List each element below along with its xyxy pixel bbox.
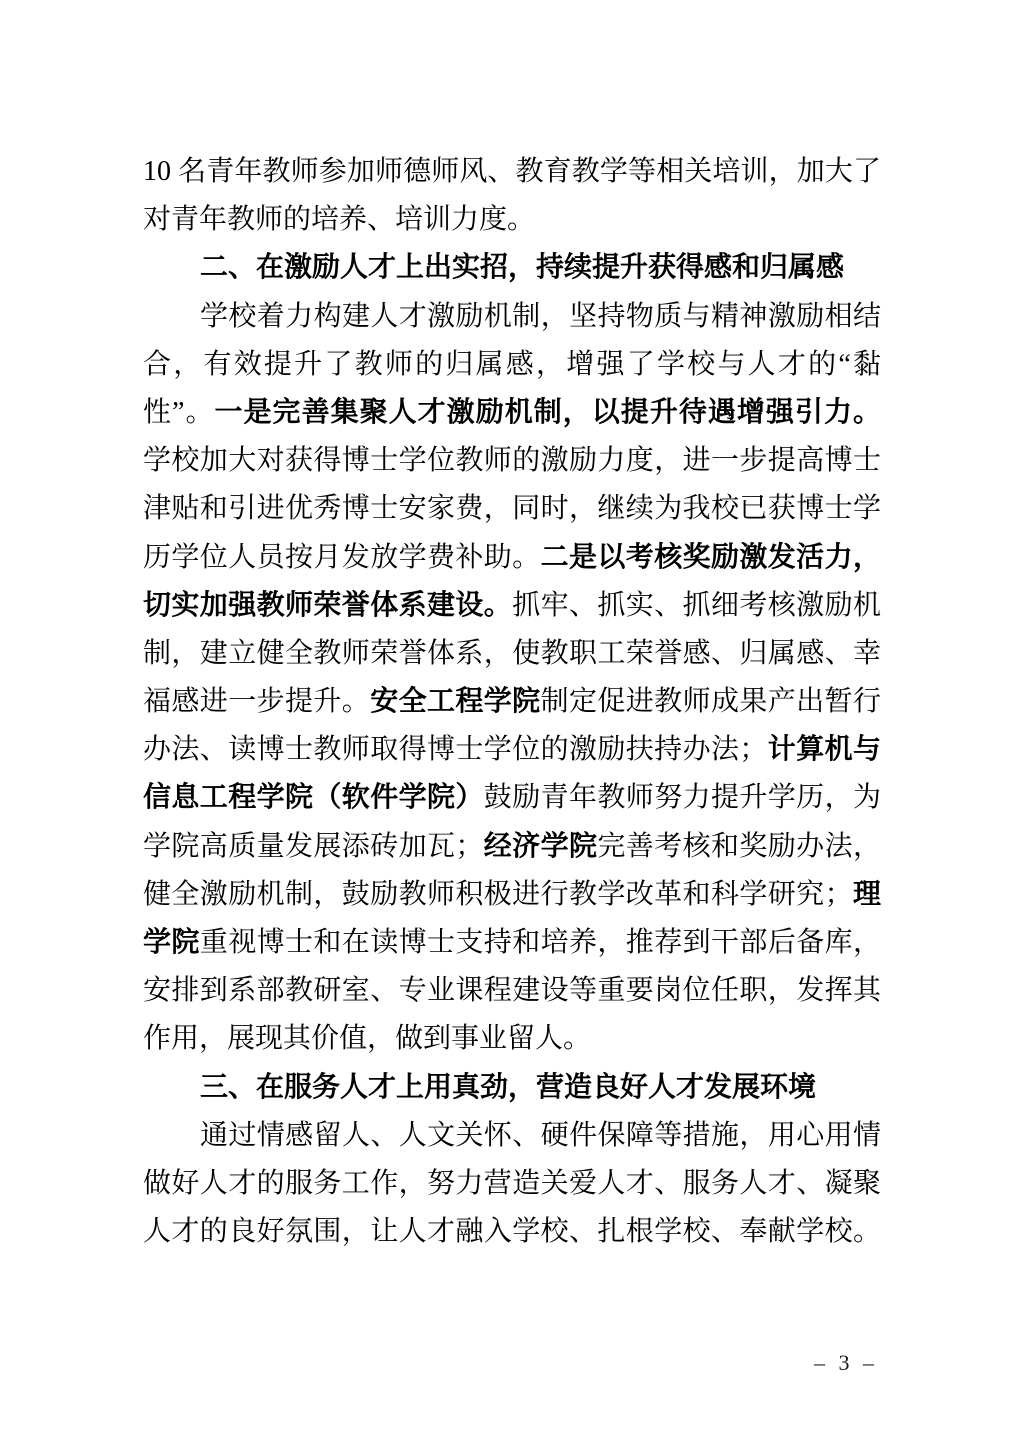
text-line <box>143 1015 881 1063</box>
body-text: 历学位人员按月发放学费补助。 <box>143 541 541 573</box>
body-text: 安排到系部教研室、专业课程建设等重要岗位任职，发挥其 <box>143 975 881 1007</box>
text-line <box>143 1208 881 1256</box>
section-heading <box>143 244 881 292</box>
body-text: 重视博士和在读博士支持和培养，推荐到干部后备库， <box>199 927 881 958</box>
body-text: 健全激励机制，鼓励教师积极进行教学改革和科学研究； <box>143 878 853 910</box>
text-line <box>143 967 881 1015</box>
body-text: 津贴和引进优秀博士安家费，同时，继续为我校已获博士学 <box>143 493 881 525</box>
body-text: 学校着力构建人才激励机制，坚持物质与精神激励相结 <box>200 300 881 332</box>
emphasis-text: 一是完善集聚人才激励机制，以提升待遇增强引力。 <box>214 396 881 428</box>
body-text: 制定促进教师成果产出暂行 <box>540 686 881 718</box>
body-text: 办法、读博士教师取得博士学位的激励扶持办法； <box>143 734 768 766</box>
body-text: 10 名青年教师参加师德师风、教育教学等相关培训，加大了 <box>143 156 881 187</box>
body-text: 人才的良好氛围，让人才融入学校、扎根学校、奉献学校。 <box>143 1216 881 1248</box>
emphasis-text: 二是以考核奖励激发活力， <box>540 541 881 573</box>
body-text: 完善考核和奖励办法， <box>597 830 881 862</box>
page-number: – 3 – <box>814 1350 878 1375</box>
text-line <box>143 919 881 967</box>
text-line <box>143 726 881 774</box>
emphasis-text: 理 <box>852 878 881 910</box>
body-text: 抓牢、抓实、抓细考核激励机 <box>512 589 881 621</box>
emphasis-text: 经济学院 <box>483 830 598 862</box>
text-line <box>143 630 881 678</box>
emphasis-text: 切实加强教师荣誉体系建设。 <box>143 589 513 621</box>
text-line <box>143 871 881 919</box>
text-line <box>143 582 881 630</box>
text-line <box>143 534 881 582</box>
emphasis-text: 二、在激励人才上出实招，持续提升获得感和归属感 <box>200 252 845 284</box>
text-line <box>143 774 881 822</box>
body-text: 做好人才的服务工作，努力营造关爱人才、服务人才、凝聚 <box>143 1167 881 1199</box>
text-line <box>143 389 881 437</box>
body-text: 福感进一步提升。 <box>143 686 371 718</box>
body-text: 性”。 <box>143 396 215 428</box>
text-line <box>143 293 881 341</box>
body-text: 通过情感留人、人文关怀、硬件保障等措施，用心用情 <box>200 1119 881 1151</box>
emphasis-text: 三、在服务人才上用真劲，营造良好人才发展环境 <box>200 1071 817 1103</box>
body-text: 制，建立健全教师荣誉体系，使教职工荣誉感、归属感、幸 <box>143 637 881 669</box>
body-text: 鼓励青年教师努力提升学历，为 <box>483 782 881 814</box>
text-line <box>143 1112 881 1160</box>
body-text: 学院高质量发展添砖加瓦； <box>143 830 484 862</box>
text-line <box>143 148 881 196</box>
emphasis-text: 信息工程学院（软件学院） <box>143 782 484 814</box>
emphasis-text: 计算机与 <box>767 734 881 766</box>
emphasis-text: 学院 <box>143 927 200 958</box>
text-line <box>143 485 881 533</box>
section-heading <box>143 1064 881 1112</box>
text-line <box>143 678 881 726</box>
body-text: 作用，展现其价值，做到事业留人。 <box>143 1023 592 1055</box>
document-body <box>143 148 881 1256</box>
body-text: 对青年教师的培养、培训力度。 <box>143 204 536 236</box>
text-line <box>143 823 881 871</box>
emphasis-text: 安全工程学院 <box>370 686 541 718</box>
body-text: 学校加大对获得博士学位教师的激励力度，进一步提高博士 <box>143 445 881 477</box>
body-text: 合，有效提升了教师的归属感，增强了学校与人才的“黏 <box>143 348 881 380</box>
text-line <box>143 196 881 244</box>
text-line <box>143 341 881 389</box>
text-line <box>143 1160 881 1208</box>
text-line <box>143 437 881 485</box>
